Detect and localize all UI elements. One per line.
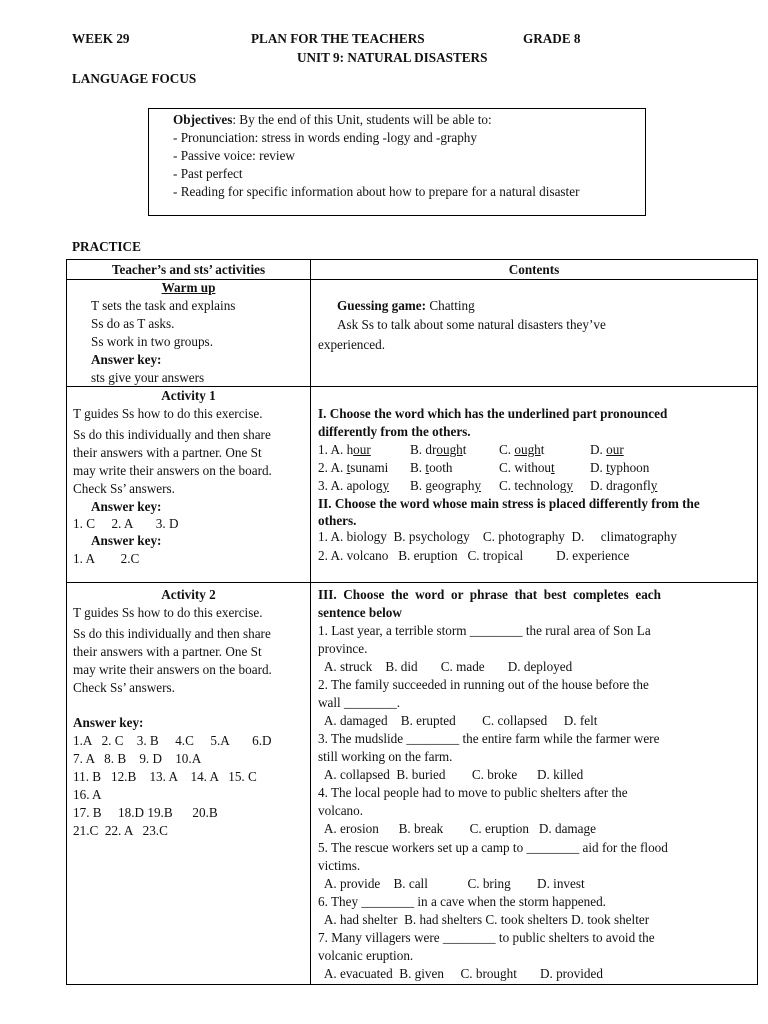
activity1-answer-label: Answer key: [91, 499, 162, 514]
exercise3-line: province. [318, 641, 368, 656]
exercise3-line: volcano. [318, 803, 364, 818]
exercise2-title: II. Choose the word whose main stress is placed differently from the [318, 496, 700, 511]
exercise2-title: others. [318, 513, 357, 528]
activity2-answer: 21.C 22. A 23.C [73, 823, 168, 838]
activity1-title: Activity 1 [161, 388, 216, 403]
exercise3-line: 4. The local people had to move to public shelters after the [318, 785, 628, 800]
exercise3-line: 1. Last year, a terrible storm ________ the rural area of Son La [318, 623, 651, 638]
warmup-title: Warm up [161, 280, 216, 295]
exercise2-row: 2. A. volcano B. eruption C. tropical D. experience [318, 548, 630, 563]
unit-title: UNIT 9: NATURAL DISASTERS [297, 50, 488, 65]
exercise3-line: 3. The mudslide ________ the entire farm while the farmer were [318, 731, 660, 746]
activity1-line: Check Ss’ answers. [73, 481, 175, 496]
objective-item: - Pronunciation: stress in words ending -logy and -graphy [173, 130, 477, 145]
objectives-label: Objectives [173, 112, 233, 127]
activity2-answer: 11. B 12.B 13. A 14. A 15. C [73, 769, 257, 784]
activity1-line: T guides Ss how to do this exercise. [73, 406, 263, 421]
objectives-box [148, 108, 646, 216]
activity2-answer: 7. A 8. B 9. D 10.A [73, 751, 202, 766]
exercise3-line: A. struck B. did C. made D. deployed [318, 659, 573, 674]
activity2-line: may write their answers on the board. [73, 662, 272, 677]
column-divider [310, 260, 311, 984]
objective-item: - Past perfect [173, 166, 243, 181]
exercise3-line: still working on the farm. [318, 749, 453, 764]
game-label: Guessing game: [337, 298, 427, 313]
activity1-line: may write their answers on the board. [73, 463, 272, 478]
practice-title: PRACTICE [72, 239, 141, 254]
exercise3-line: A. collapsed B. buried C. broke D. killed [318, 767, 584, 782]
exercise3-line: A. erosion B. break C. eruption D. damage [318, 821, 596, 836]
grade-label: GRADE 8 [523, 31, 581, 46]
game-value: Chatting [426, 298, 475, 313]
exercise2-row: 1. A. biology B. psychology C. photography D. climatography [318, 529, 677, 544]
activity2-line: Check Ss’ answers. [73, 680, 175, 695]
activity2-line: their answers with a partner. One St [73, 644, 262, 659]
exercise3-line: wall ________. [318, 695, 401, 710]
exercise3-line: 6. They ________ in a cave when the storm happened. [318, 894, 606, 909]
practice-table: Teacher’s and sts’ activities Contents Warm up T sets the task and explains Ss do as T asks. Ss work in two groups. Answer key: sts give your answers Guessing game: Chatting Ask Ss to talk about some natural disasters they’ve experienced. Activity 1 T guides Ss how to do this exercise. Ss do this individually and then share their answers with a partner. One St may write their answers on the board. Check Ss’ answers. Answer key: 1. C 2. A 3. D Answer key: 1. A 2.C I. Choose the word which has the underlined part pronounced differently from the others. 1. A. hour B. drought C. ought D. our 2. A. tsunami B. tooth C. without D. typhoon 3. A. apology B. geography C. technology D. dragonfly II. Choose the word whose main stress is placed differently from the others. 1. A. biology B. psychology C. photography D. climatography 2. A. volcano B. eruption C. tropical D. experience Activity 2 T guides Ss how to do this exercise. Ss do this individually and then share their answers with a partner. One St may write their answers on the board. Check Ss’ answers. Answer key: 1.A 2. C 3. B 4.C 5.A 6.D 7. A 8. B 9. D 10.A 11. B 12.B 13. A 14. A 15. C 16. A 17. B 18.D 19.B 20.B 21.C 22. A 23.C III. Choose the word or phrase that best completes each sentence below 1. Last year, a terrible storm ________ the rural area of Son La province. A. struck B. did C. made D. deployed 2. The family succeeded in running out of the house before the wall ________. A. damaged B. erupted C. collapsed D. felt 3. The mudslide ________ the entire farm while the farmer were still working on the farm. A. collapsed B. buried C. broke D. killed 4. The local people had to move to public shelters after the volcano. A. erosion B. break C. eruption D. damage 5. The rescue workers set up a camp to ________ aid for the flood victims. A. provide B. call C. bring D. invest 6. They ________ in a cave when the storm happened. A. had shelter B. had shelters C. took shelters D. took shelter 7. Many villagers were ________ to public shelters to avoid the volcanic eruption. A. evacuated B. given C. brought D. provided [66, 259, 758, 985]
activity1-answer: 1. A 2.C [73, 551, 140, 566]
exercise3-line: 7. Many villagers were ________ to public shelters to avoid the [318, 930, 655, 945]
exercise3-title: sentence below [318, 605, 402, 620]
warmup-line: Ss do as T asks. [91, 316, 175, 331]
activity2-answer: 1.A 2. C 3. B 4.C 5.A 6.D [73, 733, 272, 748]
activity2-answer: 16. A [73, 787, 102, 802]
activity1-line: their answers with a partner. One St [73, 445, 262, 460]
warmup-answer-label: Answer key: [91, 352, 162, 367]
activity2-title: Activity 2 [161, 587, 216, 602]
exercise1-row: 3. A. apology [318, 478, 390, 493]
plan-title: PLAN FOR THE TEACHERS [251, 31, 425, 46]
exercise1-row: 2. A. tsunami [318, 460, 389, 475]
activity2-line: Ss do this individually and then share [73, 626, 271, 641]
col1-header: Teacher’s and sts’ activities [111, 262, 266, 277]
exercise3-line: 2. The family succeeded in running out of the house before the [318, 677, 649, 692]
activity2-answer: 17. B 18.D 19.B 20.B [73, 805, 218, 820]
activity2-answer-label: Answer key: [73, 715, 144, 730]
warmup-line: Ss work in two groups. [91, 334, 213, 349]
warmup-line: T sets the task and explains [91, 298, 236, 313]
exercise3-line: 5. The rescue workers set up a camp to ________ aid for the flood [318, 840, 668, 855]
exercise3-line: volcanic eruption. [318, 948, 414, 963]
objective-item: - Reading for specific information about how to prepare for a natural disaster [173, 184, 580, 199]
exercise3-line: A. provide B. call C. bring D. invest [318, 876, 585, 891]
row-divider [67, 582, 757, 583]
section-title: LANGUAGE FOCUS [72, 71, 197, 86]
exercise3-line: victims. [318, 858, 361, 873]
warmup-content: Ask Ss to talk about some natural disasters they’ve [337, 317, 606, 332]
exercise3-line: A. damaged B. erupted C. collapsed D. felt [318, 713, 598, 728]
exercise1-title: I. Choose the word which has the underlined part pronounced [318, 406, 668, 421]
exercise3-title: III. Choose the word or phrase that best completes each [318, 587, 661, 602]
warmup-content: experienced. [318, 337, 385, 352]
activity1-line: Ss do this individually and then share [73, 427, 271, 442]
activity1-answer-label: Answer key: [91, 533, 162, 548]
exercise3-line: A. evacuated B. given C. brought D. provided [318, 966, 603, 981]
warmup-answer: sts give your answers [91, 370, 205, 385]
activity1-answer: 1. C 2. A 3. D [73, 516, 179, 531]
objectives-intro: : By the end of this Unit, students will be able to: [232, 112, 492, 127]
objective-item: - Passive voice: review [173, 148, 295, 163]
week-label: WEEK 29 [72, 31, 130, 46]
activity2-line: T guides Ss how to do this exercise. [73, 605, 263, 620]
exercise3-line: A. had shelter B. had shelters C. took shelters D. took shelter [318, 912, 650, 927]
col2-header: Contents [508, 262, 560, 277]
exercise1-row: 1. A. hour [318, 442, 371, 457]
exercise1-title: differently from the others. [318, 424, 471, 439]
